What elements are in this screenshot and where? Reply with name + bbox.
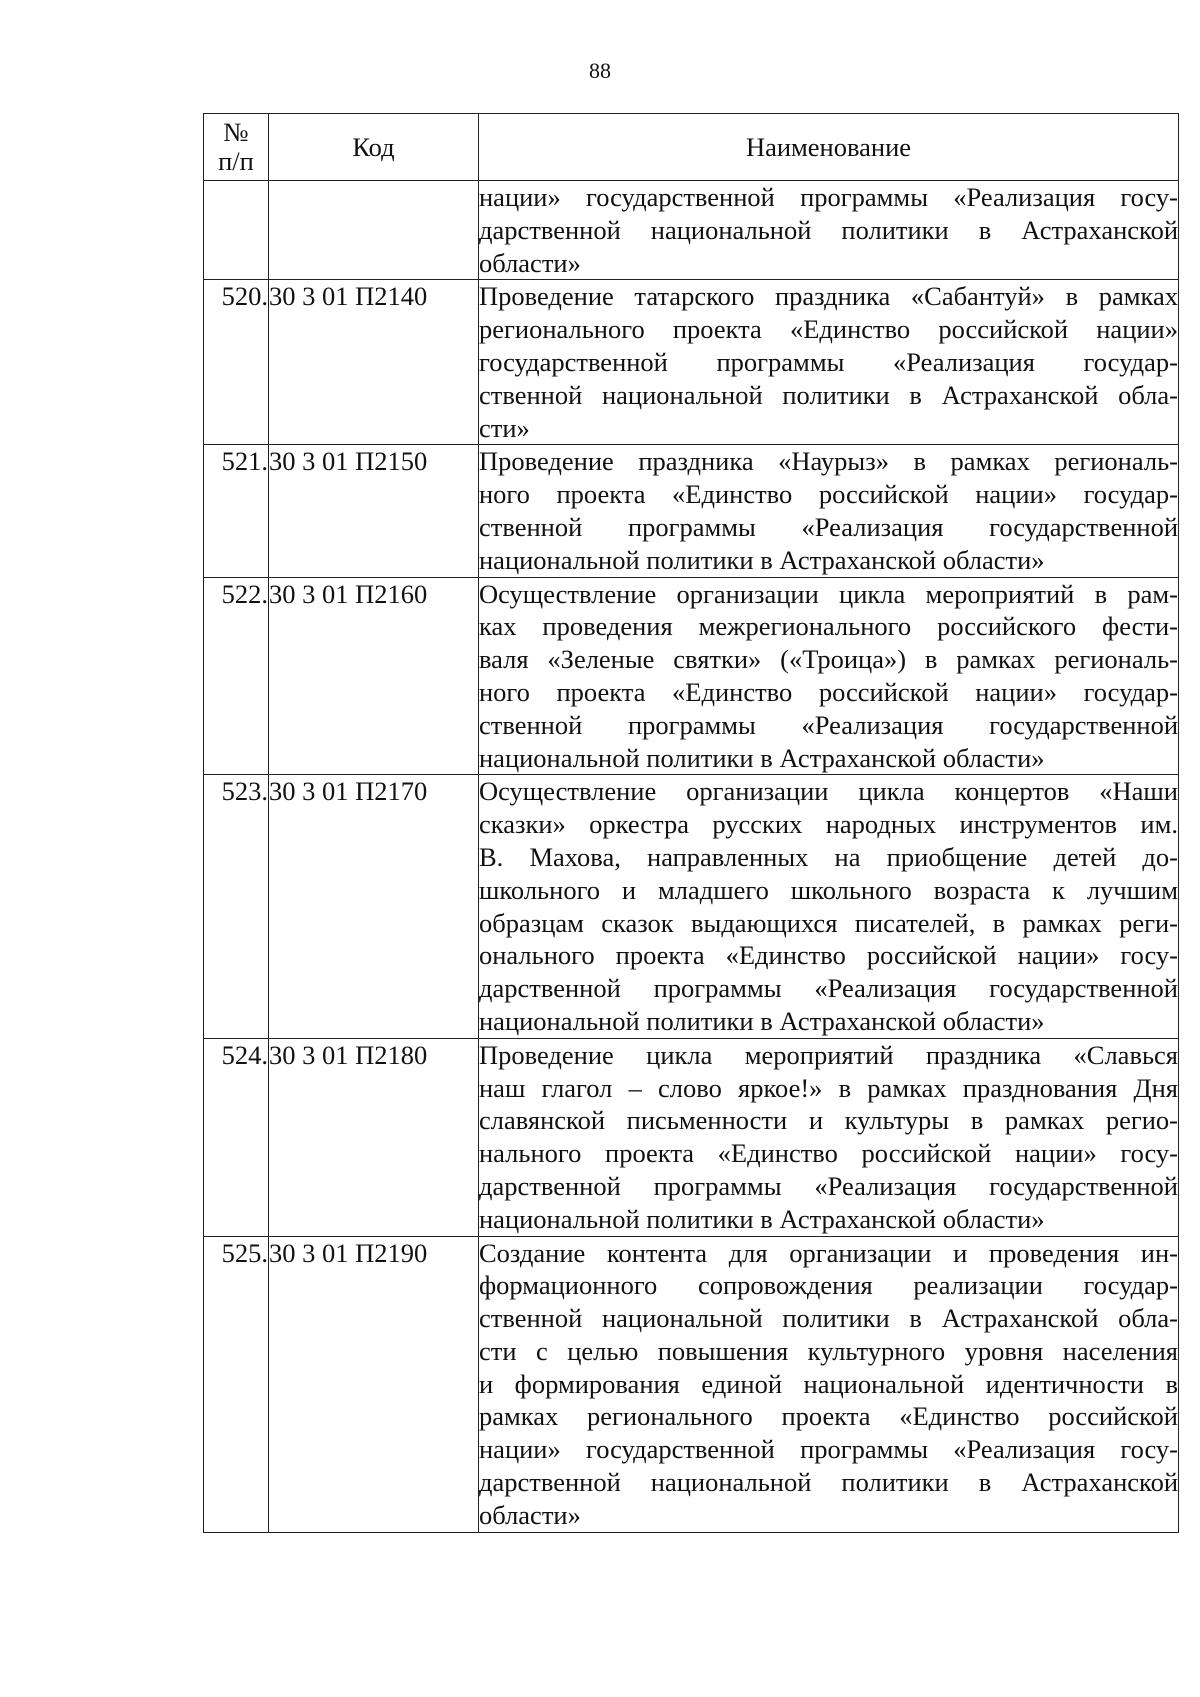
row-number: 523. — [204, 775, 269, 1038]
row-name-line: школьного и младшего школьного возраста к лучшим — [479, 874, 1178, 905]
row-name-line: валя «Зеленые святки» («Троица») в рамках региональ- — [479, 644, 1178, 675]
row-name-line: ственной национальной политики в Астраханской обла- — [479, 379, 1178, 410]
row-name-line: ственной программы «Реализация государственной — [479, 709, 1178, 740]
row-name-line: сказки» оркестра русских народных инструментов им. — [479, 809, 1178, 840]
row-name-line: нации» государственной программы «Реализация госу- — [479, 182, 1178, 212]
header-number-abbr: п/п — [218, 146, 254, 176]
row-name-line: нации» государственной программы «Реализация госу- — [479, 1434, 1178, 1465]
row-number: 524. — [204, 1038, 269, 1236]
row-name-line: формационного сопровождения реализации государ- — [479, 1270, 1178, 1301]
row-name-line: наш глагол – слово яркое!» в рамках празднования Дня — [479, 1072, 1178, 1103]
row-name-line: образцам сказок выдающихся писателей, в рамках реги- — [479, 907, 1178, 938]
row-name-line: ного проекта «Единство российской нации» государ- — [479, 479, 1178, 510]
table-row — [204, 280, 1179, 445]
row-name-line: В. Махова, направленных на приобщение детей до- — [479, 841, 1178, 872]
row-name-line: ственной национальной политики в Астраханской обла- — [479, 1303, 1178, 1334]
row-number: 521. — [204, 445, 269, 577]
table-row — [204, 181, 1179, 280]
row-name-line: области» — [479, 247, 581, 278]
row-code: 30 3 01 П2150 — [269, 445, 479, 577]
row-name-line: дарственной программы «Реализация государственной — [479, 1170, 1178, 1201]
header-number — [204, 114, 269, 181]
page-number: 88 — [589, 58, 611, 83]
row-name-line: национальной политики в Астраханской области» — [479, 742, 1045, 773]
row-code: 30 3 01 П2170 — [269, 775, 479, 1038]
row-name — [479, 1038, 1179, 1236]
budget-code-table — [203, 113, 1179, 1533]
row-name-line: Проведение праздника «Наурыз» в рамках региональ- — [479, 446, 1178, 477]
row-name-line: национальной политики в Астраханской области» — [479, 1203, 1045, 1234]
row-name-line: сти с целью повышения культурного уровня населения — [479, 1335, 1178, 1366]
row-code: 30 3 01 П2180 — [269, 1038, 479, 1236]
row-name-line: Проведение цикла мероприятий праздника «Славься — [479, 1039, 1178, 1070]
header-number-symbol: № — [223, 117, 249, 147]
row-name-line: нального проекта «Единство российской нации» госу- — [479, 1138, 1178, 1169]
row-number — [204, 181, 269, 280]
row-name — [479, 280, 1179, 445]
row-name-line: сти» — [479, 412, 530, 443]
row-name-line: дарственной национальной политики в Астраханской — [479, 214, 1178, 245]
row-name-line: ках проведения межрегионального российского фести- — [479, 611, 1178, 642]
row-name-line: онального проекта «Единство российской нации» госу- — [479, 940, 1178, 971]
row-name-line: ного проекта «Единство российской нации» государ- — [479, 676, 1178, 707]
table-header-row — [204, 114, 1179, 181]
row-name-line: славянской письменности и культуры в рамках регио- — [479, 1105, 1178, 1136]
row-name — [479, 775, 1179, 1038]
table-row — [204, 445, 1179, 577]
row-name-line: национальной политики в Астраханской области» — [479, 544, 1045, 575]
row-number: 522. — [204, 577, 269, 775]
row-code — [269, 181, 479, 280]
row-name-line: дарственной программы «Реализация государственной — [479, 973, 1178, 1004]
table-row — [204, 577, 1179, 775]
table-row — [204, 1236, 1179, 1532]
row-name — [479, 1236, 1179, 1532]
row-name-line: регионального проекта «Единство российской нации» — [479, 314, 1178, 345]
header-name: Наименование — [479, 114, 1179, 181]
row-name — [479, 181, 1179, 280]
row-name-line: области» — [479, 1499, 581, 1530]
row-name — [479, 445, 1179, 577]
row-name-line: Создание контента для организации и проведения ин- — [479, 1237, 1178, 1268]
row-name-line: ственной программы «Реализация государственной — [479, 511, 1178, 542]
row-name-line: и формирования единой национальной идентичности в — [479, 1368, 1178, 1399]
row-code: 30 3 01 П2140 — [269, 280, 479, 445]
row-name-line: рамках регионального проекта «Единство российской — [479, 1401, 1178, 1432]
row-name-line: дарственной национальной политики в Астраханской — [479, 1467, 1178, 1498]
header-code: Код — [269, 114, 479, 181]
table-body — [204, 181, 1179, 1533]
row-name — [479, 577, 1179, 775]
row-code: 30 3 01 П2190 — [269, 1236, 479, 1532]
row-name-line: национальной политики в Астраханской области» — [479, 1005, 1045, 1036]
row-name-line: Проведение татарского праздника «Сабантуй» в рамках — [479, 281, 1178, 312]
table-row — [204, 1038, 1179, 1236]
row-number: 520. — [204, 280, 269, 445]
row-name-line: Осуществление организации цикла мероприятий в рам- — [479, 578, 1178, 609]
row-name-line: Осуществление организации цикла концертов «Наши — [479, 776, 1178, 807]
row-code: 30 3 01 П2160 — [269, 577, 479, 775]
row-name-line: государственной программы «Реализация государ- — [479, 346, 1178, 377]
row-number: 525. — [204, 1236, 269, 1532]
table-row — [204, 775, 1179, 1038]
